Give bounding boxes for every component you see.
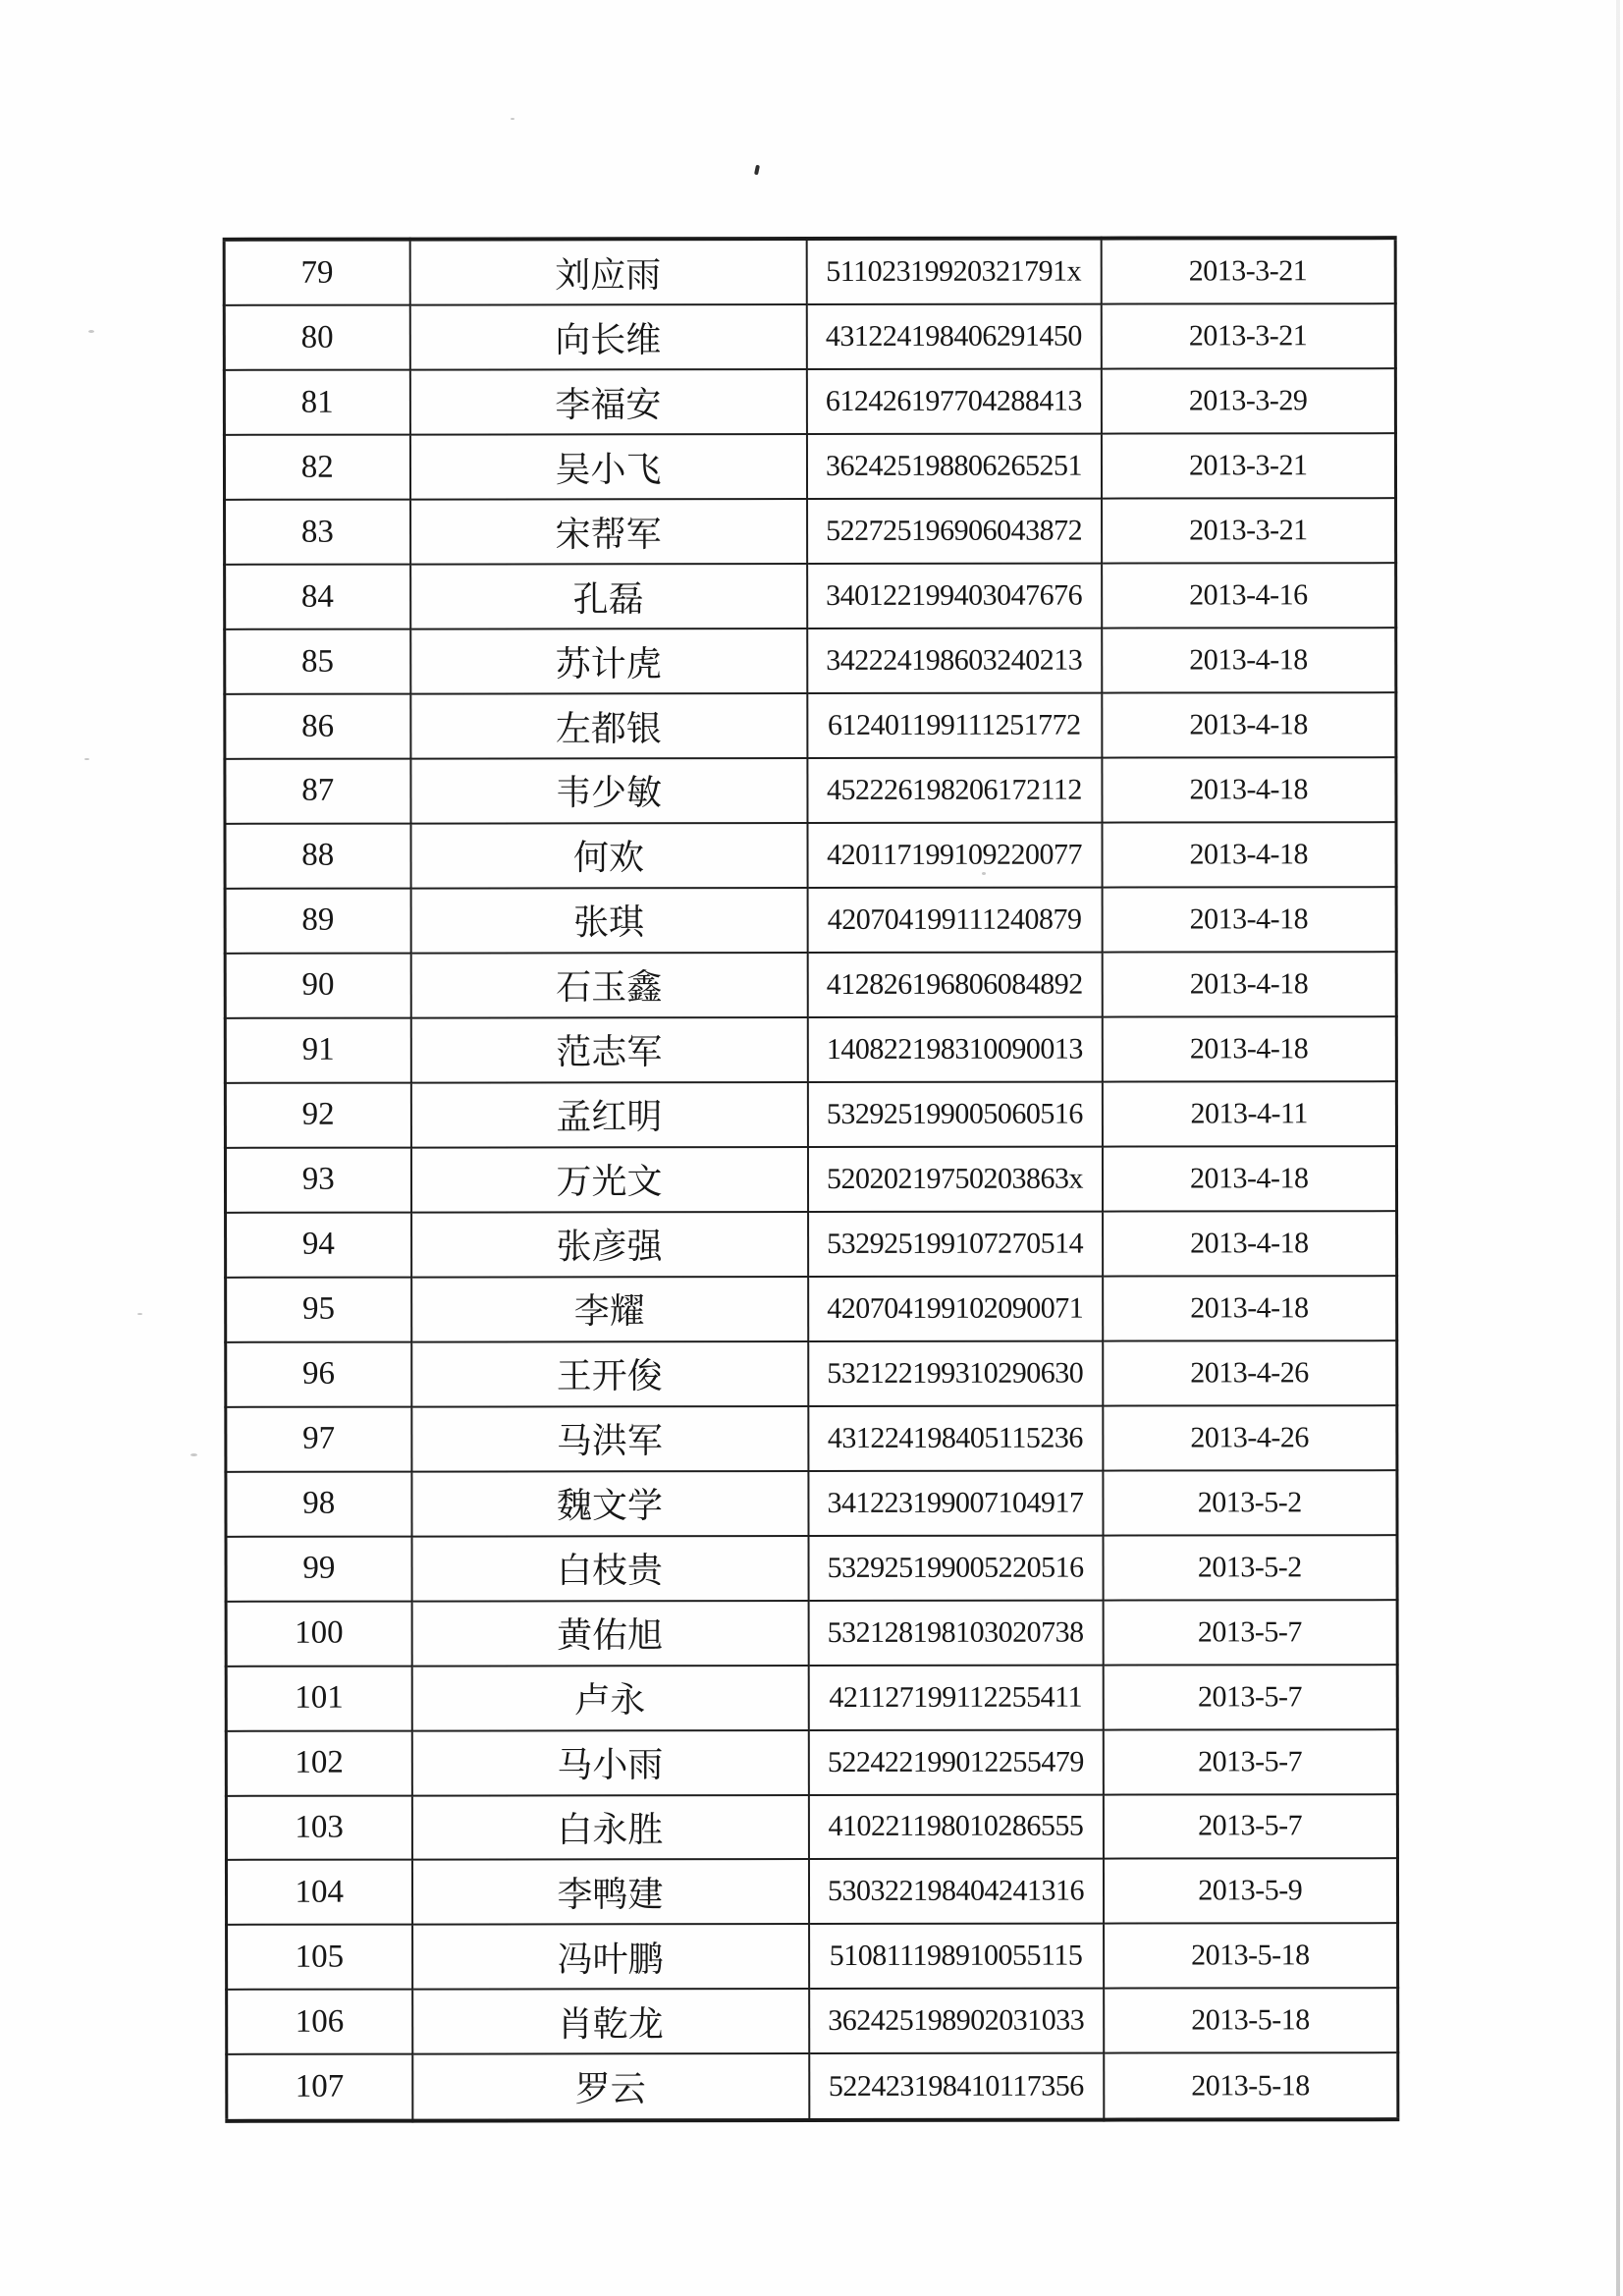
table-row <box>227 1924 1398 1991</box>
table-row <box>226 1794 1397 1861</box>
cell-name: 肖乾龙 <box>412 1989 809 2054</box>
cell-id-number: 341223199007104917 <box>808 1470 1103 1535</box>
cell-name: 张彦强 <box>411 1212 808 1278</box>
table-row <box>225 498 1396 565</box>
cell-id-number: 420704199102090071 <box>808 1276 1103 1340</box>
cell-name: 魏文学 <box>411 1471 808 1537</box>
cell-name: 何欢 <box>410 823 807 889</box>
cell-index: 98 <box>226 1471 411 1536</box>
cell-index: 105 <box>227 1925 412 1990</box>
table-row <box>226 1211 1397 1278</box>
cell-id-number: 420704199111240879 <box>807 888 1102 953</box>
table-row <box>225 887 1396 954</box>
table-row <box>225 952 1396 1018</box>
cell-date: 2013-3-21 <box>1101 303 1395 368</box>
cell-date: 2013-4-11 <box>1102 1081 1396 1146</box>
cell-date: 2013-4-18 <box>1103 1211 1397 1276</box>
cell-date: 2013-3-29 <box>1101 368 1395 433</box>
cell-date: 2013-5-18 <box>1104 1989 1398 2053</box>
table-row <box>226 1470 1397 1537</box>
cell-date: 2013-5-2 <box>1103 1535 1397 1600</box>
cell-date: 2013-3-21 <box>1101 238 1395 304</box>
cell-index: 87 <box>225 759 410 824</box>
cell-id-number: 342224198603240213 <box>807 629 1102 693</box>
cell-date: 2013-4-18 <box>1102 952 1396 1016</box>
cell-index: 81 <box>224 370 409 435</box>
cell-date: 2013-5-7 <box>1103 1600 1397 1665</box>
cell-id-number: 532925199107270514 <box>808 1211 1103 1276</box>
cell-name: 张琪 <box>410 888 807 954</box>
table-row <box>226 1340 1397 1407</box>
cell-name: 吴小飞 <box>409 434 806 500</box>
cell-name: 李耀 <box>411 1277 808 1342</box>
cell-name: 李鸭建 <box>411 1859 808 1925</box>
cell-id-number: 522725196906043872 <box>807 499 1102 564</box>
cell-id-number: 510811198910055115 <box>809 1924 1104 1989</box>
cell-name: 李福安 <box>409 369 806 435</box>
scan-speck <box>190 1453 197 1456</box>
table-row <box>226 1665 1397 1731</box>
scan-ink-dot <box>754 165 760 176</box>
cell-name: 马洪军 <box>411 1406 808 1472</box>
cell-id-number: 530322198404241316 <box>808 1859 1103 1924</box>
table-row <box>225 563 1396 629</box>
cell-id-number: 140822198310090013 <box>807 1016 1102 1081</box>
cell-id-number: 52020219750203863x <box>807 1146 1102 1211</box>
scan-speck <box>511 118 514 120</box>
cell-index: 107 <box>227 2054 412 2121</box>
cell-index: 85 <box>225 629 410 694</box>
table-row <box>224 368 1395 435</box>
table-row <box>225 822 1396 889</box>
cell-index: 104 <box>226 1860 411 1925</box>
scan-speck <box>137 1313 142 1315</box>
table-row <box>224 303 1395 370</box>
cell-name: 孔磊 <box>410 564 807 629</box>
cell-name: 冯叶鹏 <box>412 1924 809 1990</box>
cell-id-number: 532925199005220516 <box>808 1535 1103 1600</box>
cell-index: 99 <box>226 1536 411 1601</box>
cell-id-number: 51102319920321791x <box>806 239 1101 305</box>
cell-date: 2013-5-18 <box>1104 2053 1398 2120</box>
table-row <box>226 1859 1397 1926</box>
cell-id-number: 612401199111251772 <box>807 693 1102 758</box>
cell-index: 102 <box>226 1730 411 1795</box>
scan-edge-artifact <box>1616 0 1620 2296</box>
cell-name: 王开俊 <box>411 1341 808 1407</box>
cell-date: 2013-5-18 <box>1104 1924 1398 1989</box>
cell-name: 韦少敏 <box>410 758 807 824</box>
roster-table <box>223 236 1397 2123</box>
cell-index: 103 <box>226 1795 411 1860</box>
scan-speck <box>88 330 94 333</box>
cell-date: 2013-4-18 <box>1102 822 1396 887</box>
cell-name: 马小雨 <box>411 1730 808 1796</box>
cell-id-number: 410221198010286555 <box>808 1794 1103 1859</box>
table-row <box>227 2053 1398 2121</box>
table-row <box>227 1989 1398 2055</box>
cell-index: 80 <box>224 305 409 370</box>
cell-index: 84 <box>225 565 410 629</box>
table-row <box>226 1405 1397 1472</box>
cell-name: 向长维 <box>409 304 806 370</box>
cell-name: 卢永 <box>411 1666 808 1731</box>
cell-index: 106 <box>227 1990 412 2054</box>
table-row <box>226 1535 1397 1602</box>
cell-name: 白枝贵 <box>411 1536 808 1602</box>
cell-index: 90 <box>225 953 410 1017</box>
cell-index: 83 <box>225 500 410 565</box>
cell-index: 92 <box>225 1082 410 1147</box>
cell-id-number: 412826196806084892 <box>807 952 1102 1016</box>
cell-date: 2013-3-21 <box>1102 498 1396 563</box>
cell-name: 孟红明 <box>410 1082 807 1148</box>
cell-index: 89 <box>225 889 410 954</box>
cell-index: 100 <box>226 1601 411 1666</box>
cell-date: 2013-3-21 <box>1101 433 1395 498</box>
cell-date: 2013-4-18 <box>1102 887 1396 952</box>
cell-name: 左都银 <box>410 693 807 759</box>
cell-date: 2013-4-18 <box>1103 1276 1397 1340</box>
cell-index: 93 <box>225 1147 410 1212</box>
table-row <box>225 628 1396 694</box>
cell-id-number: 522422199012255479 <box>808 1729 1103 1794</box>
cell-date: 2013-5-9 <box>1103 1859 1397 1924</box>
cell-date: 2013-4-26 <box>1103 1340 1397 1405</box>
scan-speck <box>84 758 89 760</box>
cell-id-number: 532122199310290630 <box>808 1340 1103 1405</box>
cell-date: 2013-4-18 <box>1102 757 1396 822</box>
cell-name: 刘应雨 <box>409 239 806 305</box>
table-row <box>225 692 1396 759</box>
cell-id-number: 420117199109220077 <box>807 823 1102 888</box>
cell-index: 96 <box>226 1341 411 1406</box>
cell-date: 2013-4-18 <box>1102 1016 1396 1081</box>
cell-name: 宋帮军 <box>410 499 807 565</box>
cell-name: 万光文 <box>410 1147 807 1213</box>
cell-index: 79 <box>224 240 409 305</box>
table-row <box>225 757 1396 824</box>
cell-date: 2013-5-7 <box>1103 1665 1397 1729</box>
cell-index: 95 <box>226 1277 411 1341</box>
cell-name: 苏计虎 <box>410 629 807 694</box>
roster-table-grid <box>223 236 1400 2123</box>
cell-date: 2013-5-2 <box>1103 1470 1397 1535</box>
table-row <box>226 1276 1397 1342</box>
cell-id-number: 522423198410117356 <box>809 2053 1104 2120</box>
cell-date: 2013-5-7 <box>1103 1729 1397 1794</box>
cell-index: 101 <box>226 1666 411 1730</box>
cell-date: 2013-5-7 <box>1103 1794 1397 1859</box>
cell-id-number: 431224198405115236 <box>808 1405 1103 1470</box>
cell-date: 2013-4-18 <box>1102 1146 1396 1211</box>
cell-index: 91 <box>225 1017 410 1082</box>
cell-id-number: 362425198902031033 <box>809 1989 1104 2053</box>
cell-name: 白永胜 <box>411 1795 808 1861</box>
cell-name: 石玉鑫 <box>410 953 807 1018</box>
cell-date: 2013-4-26 <box>1103 1405 1397 1470</box>
cell-index: 86 <box>225 694 410 759</box>
cell-id-number: 421127199112255411 <box>808 1665 1103 1729</box>
cell-id-number: 340122199403047676 <box>807 564 1102 629</box>
cell-id-number: 452226198206172112 <box>807 758 1102 823</box>
cell-index: 94 <box>226 1212 411 1277</box>
table-row <box>226 1600 1397 1667</box>
table-row <box>225 1146 1396 1213</box>
cell-id-number: 612426197704288413 <box>806 369 1101 434</box>
cell-index: 88 <box>225 824 410 889</box>
cell-date: 2013-4-16 <box>1102 563 1396 628</box>
cell-name: 范志军 <box>410 1017 807 1083</box>
cell-date: 2013-4-18 <box>1102 628 1396 692</box>
table-row <box>225 1081 1396 1148</box>
cell-id-number: 431224198406291450 <box>806 304 1101 369</box>
table-row <box>224 238 1395 305</box>
cell-id-number: 362425198806265251 <box>806 434 1101 499</box>
table-row <box>224 433 1395 500</box>
table-row <box>225 1016 1396 1083</box>
table-body <box>224 238 1398 2121</box>
cell-id-number: 532128198103020738 <box>808 1600 1103 1665</box>
cell-index: 97 <box>226 1406 411 1471</box>
cell-name: 罗云 <box>412 2053 809 2120</box>
cell-name: 黄佑旭 <box>411 1601 808 1667</box>
cell-date: 2013-4-18 <box>1102 692 1396 757</box>
cell-id-number: 532925199005060516 <box>807 1081 1102 1146</box>
cell-index: 82 <box>224 435 409 500</box>
table-row <box>226 1729 1397 1796</box>
